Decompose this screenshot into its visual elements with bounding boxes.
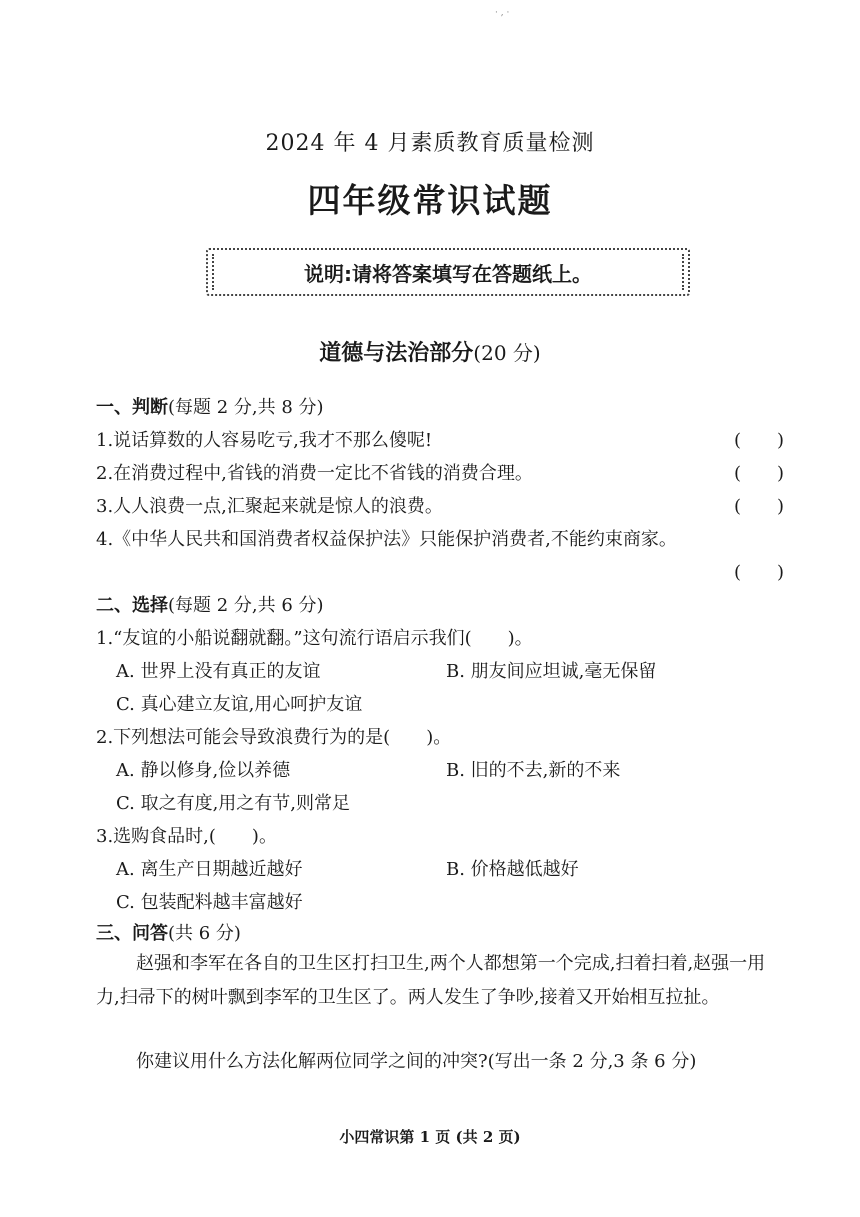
- part3-hint: (共 6 分): [168, 923, 241, 944]
- judge-item-2: 2.在消费过程中,省钱的消费一定比不省钱的消费合理。: [96, 463, 533, 484]
- exam-title: 四年级常识试题: [307, 181, 553, 220]
- q2-option-b: B. 旧的不去,新的不来: [446, 760, 621, 781]
- part3-title: 三、问答: [96, 923, 168, 944]
- part2-hint: (每题 2 分,共 6 分): [168, 595, 324, 616]
- part3-heading: [96, 919, 241, 945]
- q1-option-c: C. 真心建立友谊,用心呵护友谊: [116, 694, 363, 715]
- section-name: 道德与法治部分: [319, 340, 474, 366]
- answer-blank-1: ( ): [734, 430, 785, 451]
- q1-option-a: A. 世界上没有真正的友谊: [116, 661, 321, 682]
- section-title: [0, 336, 860, 367]
- answer-blank-2: ( ): [734, 463, 785, 484]
- choice-question-2: 2.下列想法可能会导致浪费行为的是( )。: [96, 727, 452, 748]
- answer-blank-3: ( ): [734, 496, 785, 517]
- part1-heading: [96, 393, 324, 419]
- answer-blank-4: ( ): [734, 562, 785, 583]
- page-footer: 小四常识第 1 页 (共 2 页): [339, 1128, 521, 1146]
- part2-heading: [96, 591, 324, 617]
- question-paragraph: 你建议用什么方法化解两位同学之间的冲突?(写出一条 2 分,3 条 6 分): [136, 1051, 697, 1072]
- judge-item-3: 3.人人浪费一点,汇聚起来就是惊人的浪费。: [96, 496, 443, 517]
- q3-option-b: B. 价格越低越好: [446, 859, 579, 880]
- q3-option-c: C. 包装配料越丰富越好: [116, 892, 303, 913]
- choice-question-1: 1.“友谊的小船说翻就翻。”这句流行语启示我们( )。: [96, 628, 533, 649]
- q3-option-a: A. 离生产日期越近越好: [116, 859, 303, 880]
- instruction-text: 说明:请将答案填写在答题纸上。: [304, 261, 592, 286]
- part2-title: 二、选择: [96, 595, 168, 616]
- exam-subtitle: 2024 年 4 月素质教育质量检测: [265, 131, 595, 156]
- choice-question-3: 3.选购食品时,( )。: [96, 826, 277, 847]
- q2-option-c: C. 取之有度,用之有节,则常足: [116, 793, 351, 814]
- judge-item-4: 4.《中华人民共和国消费者权益保护法》只能保护消费者,不能约束商家。: [96, 529, 677, 550]
- scenario-paragraph: 赵强和李军在各自的卫生区打扫卫生,两个人都想第一个完成,扫着扫着,赵强一用力,扫帚下的树叶飘到李军的卫生区了。两人发生了争吵,接着又开始相互拉扯。: [96, 953, 766, 1008]
- judge-item-1: 1.说话算数的人容易吃亏,我才不那么傻呢!: [96, 430, 433, 451]
- q1-option-b: B. 朋友间应坦诚,毫无保留: [446, 661, 657, 682]
- section-score: (20 分): [473, 341, 541, 365]
- instruction-box: [206, 248, 690, 296]
- part1-hint: (每题 2 分,共 8 分): [168, 397, 324, 418]
- top-mark: · , ·: [495, 8, 510, 18]
- q2-option-a: A. 静以修身,俭以养德: [116, 760, 291, 781]
- part1-title: 一、判断: [96, 397, 168, 418]
